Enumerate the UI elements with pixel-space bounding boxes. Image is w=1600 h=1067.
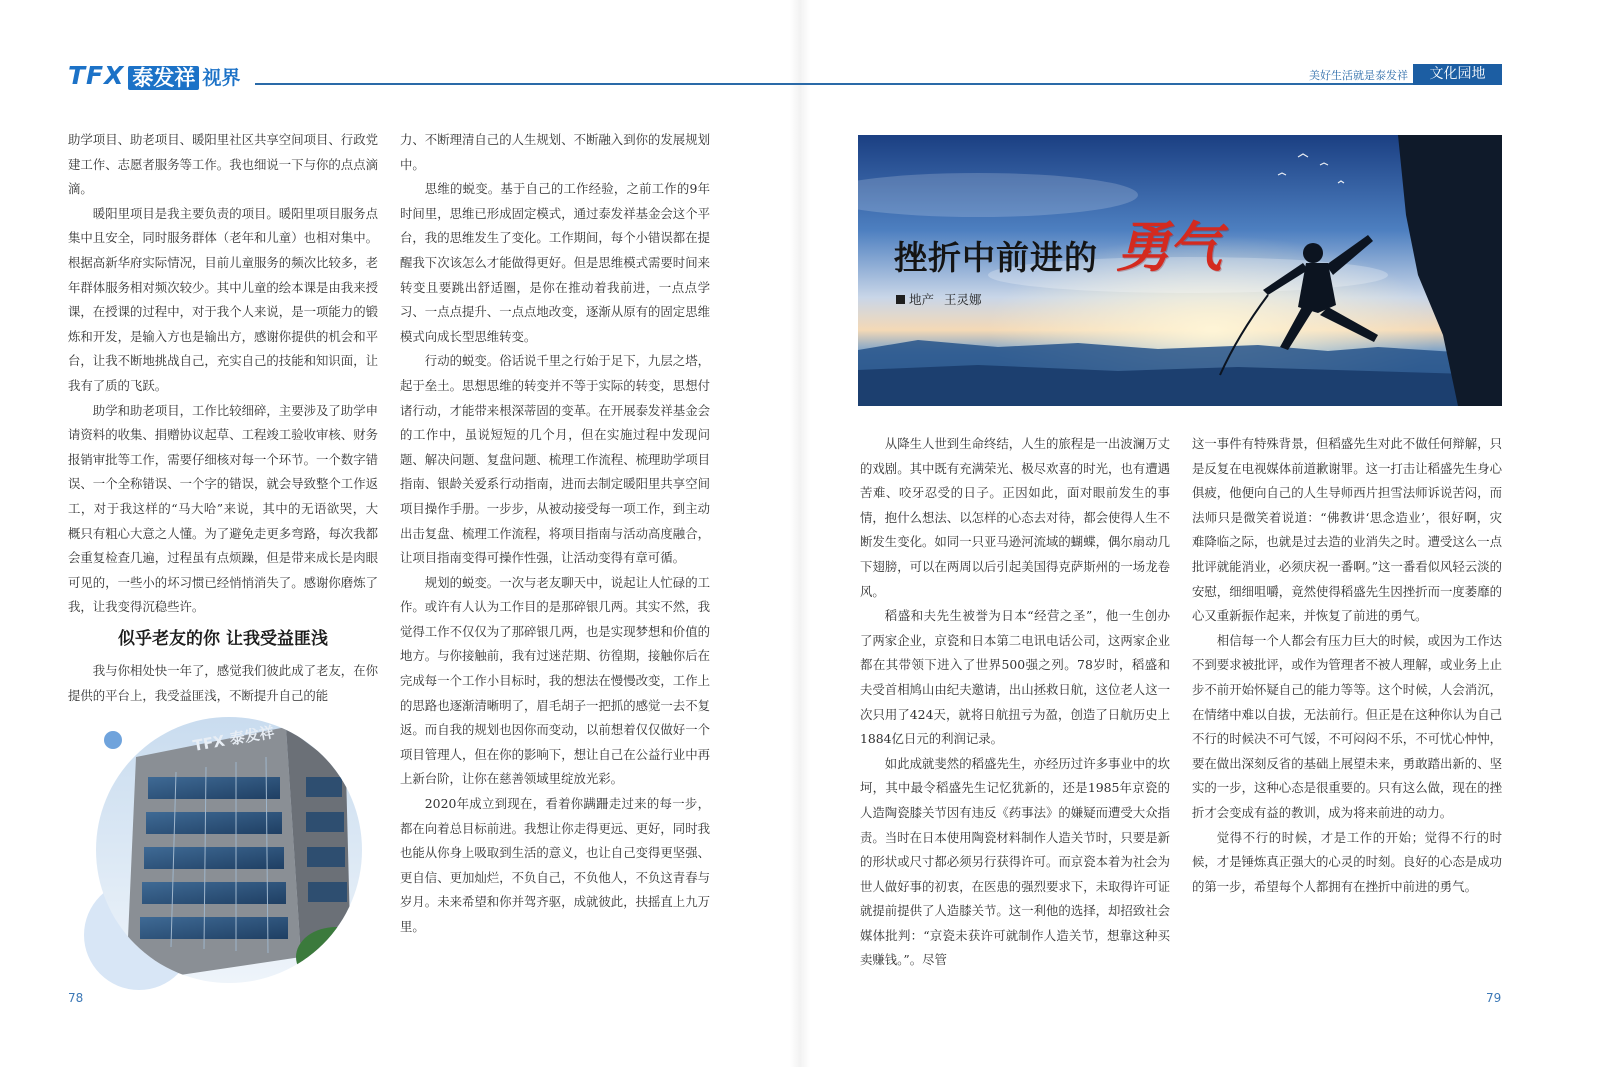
logo-name: 泰发祥 xyxy=(128,66,199,90)
article-title: 挫折中前进的 xyxy=(894,238,1098,277)
header-divider xyxy=(255,83,1415,85)
section-tag: 文化园地 xyxy=(1413,64,1502,85)
right-column-2 xyxy=(1192,432,1502,899)
left-column-1-continued xyxy=(68,659,378,708)
paragraph: 从降生人世到生命终结，人生的旅程是一出波澜万丈的戏剧。其中既有充满荣光、极尽欢喜的时光，也有遭遇苦难、咬牙忍受的日子。正因如此，面对眼前发生的事情，抱什么想法、以怎样的心态去对待，都会使得人生不断发生变化。如同一只亚马逊河流域的蝴蝶，偶尔扇动几下翅膀，可以在两周以后引起美国得克萨斯州的一场龙卷风。 xyxy=(860,436,1170,599)
paragraph: 如此成就斐然的稻盛先生，亦经历过许多事业中的坎坷，其中最令稻盛先生记忆犹新的，还是1985年京瓷的人造陶瓷膝关节因有违反《药事法》的嫌疑而遭受大众指责。当时在日本使用陶瓷材料制作人造关节时，只要是新的形状或尺寸都必须另行获得许可。而京瓷本着为社会为世人做好事的初衷，在医患的强烈要求下，未取得许可证就提前提供了人造膝关节。这一利他的选择，却招致社会媒体批判：“京瓷未获许可就制作人造关节，想靠这种买卖赚钱。”。尽管 xyxy=(860,755,1170,968)
section-subheading: 似乎老友的你 让我受益匪浅 xyxy=(118,629,328,649)
page-number-right: 79 xyxy=(1486,991,1502,1005)
right-column-1 xyxy=(860,432,1170,973)
header-slogan: 美好生活就是泰发祥 xyxy=(1309,69,1408,82)
paragraph: 力、不断理清自己的人生规划、不断融入到你的发展规划中。 xyxy=(400,132,710,172)
building-illustration xyxy=(96,717,362,983)
article-title-accent: 勇气 xyxy=(1116,215,1220,279)
paragraph: 2020年成立到现在，看着你蹒跚走过来的每一步，都在向着总目标前进。我想让你走得更远、更好，同时我也能从你身上吸取到生活的意义，也让自己变得更坚强、更自信、更加灿烂，不负自己，不负他人，不负这青春与岁月。未来希望和你并驾齐驱，成就彼此，扶摇直上九万里。 xyxy=(400,796,710,934)
square-bullet-icon xyxy=(896,295,905,304)
paragraph: 稻盛和夫先生被誉为日本“经营之圣”，他一生创办了两家企业，京瓷和日本第二电讯电话公司，这两家企业都在其带领下进入了世界500强之列。78岁时，稻盛和夫受首相鸠山由纪夫邀请，出山拯救日航，这位老人这一次只用了424天，就将日航扭亏为盈，创造了日航历史上1884亿日元的利润记录。 xyxy=(860,608,1170,747)
paragraph: 这一事件有特殊背景，但稻盛先生对此不做任何辩解，只是反复在电视媒体前道歉谢罪。这一打击让稻盛先生身心俱疲，他便向自己的人生导师西片担雪法师诉说苦闷，而法师只是微笑着说道：“佛教讲‘思念造业’，很好啊，灾难降临之际，也就是过去造的业消失之时。遭受这么一点批评就能消业，必须庆祝一番啊。”这一番看似风轻云淡的安慰，细细咀嚼，竟然使得稻盛先生因挫折而一度萎靡的心又重新振作起来，并恢复了前进的勇气。 xyxy=(1192,436,1502,624)
svg-text:TFX 泰发祥: TFX 泰发祥 xyxy=(191,722,276,755)
paragraph: 行动的蜕变。俗话说千里之行始于足下，九层之塔，起于垒土。思想思维的转变并不等于实际的转变，思想付诸行动，才能带来根深蒂固的变革。在开展泰发祥基金会的工作中，虽说短短的几个月，但在实施过程中发现问题、解决问题、复盘问题、梳理工作流程、梳理助学项目指南、银龄关爱系行动指南，进而去制定暖阳里共享空间项目操作手册。一步步，从被动接受每一项工作，到主动出击复盘、梳理工作流程，将项目指南与活动高度融合，让项目指南变得可操作性强，让活动变得有章可循。 xyxy=(400,353,710,566)
left-column-2 xyxy=(400,128,710,940)
left-column-1 xyxy=(68,128,378,620)
page-gutter xyxy=(790,0,810,1067)
paragraph: 相信每一个人都会有压力巨大的时候，或因为工作达不到要求被批评，或作为管理者不被人理解，或业务上止步不前开始怀疑自己的能力等等。这个时候，人会消沉，在情绪中难以自拔，无法前行。但正是在这种你认为自己不行的时候决不可气馁，不可闷闷不乐，不可忧心忡忡，要在做出深刻反省的基础上展望未来，勇敢踏出新的、坚实的一步，这种心态是很重要的。只有这么做，现在的挫折才会变成有益的教训，成为将来前进的动力。 xyxy=(1192,632,1502,820)
paragraph: 觉得不行的时候，才是工作的开始；觉得不行的时候，才是锤炼真正强大的心灵的时刻。良好的心态是成功的第一步，希望每个人都拥有在挫折中前进的勇气。 xyxy=(1192,829,1502,894)
logo-mark: TFX xyxy=(68,61,125,90)
byline-author: 王灵娜 xyxy=(944,292,982,307)
paragraph: 助学和助老项目，工作比较细碎，主要涉及了助学申请资料的收集、捐赠协议起草、工程竣工验收审核、财务报销审批等工作，需要仔细核对每一个环节。一个数字错误、一个全称错误、一个字的错误，就会导致整个工作返工，对于我这样的“马大哈”来说，其中的无语欲哭，大概只有粗心大意之人懂。为了避免走更多弯路，每次我都会重复检查几遍，过程虽有点烦躁，但是带来成长是肉眼可见的，一些小的坏习惯已经悄悄消失了。感谢你磨炼了我，让我变得沉稳些许。 xyxy=(68,402,378,615)
paragraph: 思维的蜕变。基于自己的工作经验，之前工作的9年时间里，思维已形成固定模式，通过泰发祥基金会这个平台，我的思维发生了变化。工作期间，每个小错误都在提醒我下次该怎么才能做得更好。但是思维模式需要时间来转变且要跳出舒适圈，是你在推动着我前进，一点点学习、一点点提升、一点点地改变，逐渐从原有的固定思维模式向成长型思维转变。 xyxy=(400,181,710,344)
logo-suffix: 视界 xyxy=(202,67,241,89)
paragraph: 我与你相处快一年了，感觉我们彼此成了老友，在你提供的平台上，我受益匪浅，不断提升自己的能 xyxy=(68,663,378,703)
paragraph: 暖阳里项目是我主要负责的项目。暖阳里项目服务点集中且安全，同时服务群体（老年和儿童）也相对集中。根据高新华府实际情况，目前儿童服务的频次比较多，老年群体服务相对频次较少。其中儿童的绘本课是由我来授课，在授课的过程中，对于我个人来说，是一项能力的锻炼和开发，是输入方也是输出方，感谢你提供的机会和平台，让我不断地挑战自己，充实自己的技能和知识面，让我有了质的飞跃。 xyxy=(68,205,378,393)
office-building-photo xyxy=(96,717,362,983)
page-number-left: 78 xyxy=(68,991,84,1005)
paragraph: 助学项目、助老项目、暖阳里社区共享空间项目、行政党建工作、志愿者服务等工作。我也细说一下与你的点点滴滴。 xyxy=(68,132,378,197)
brand-logo xyxy=(68,60,240,90)
byline-department: 地产 xyxy=(909,292,935,307)
decorative-dot xyxy=(104,731,122,749)
paragraph: 规划的蜕变。一次与老友聊天中，说起让人忙碌的工作。或许有人认为工作目的是那碎银几两。其实不然，我觉得工作不仅仅为了那碎银几两，也是实现梦想和价值的地方。与你接触前，我有过迷茫期、彷徨期，接触你后在完成每一个工作小目标时，我的想法在慢慢改变，工作上的思路也逐渐清晰明了，眉毛胡子一把抓的感觉一去不复返。而自我的规划也因你而变动，以前想着仅仅做好一个项目管理人，但在你的影响下，想让自己在公益行业中再上新台阶，让你在慈善领域里绽放光彩。 xyxy=(400,574,710,787)
article-byline xyxy=(896,290,982,308)
